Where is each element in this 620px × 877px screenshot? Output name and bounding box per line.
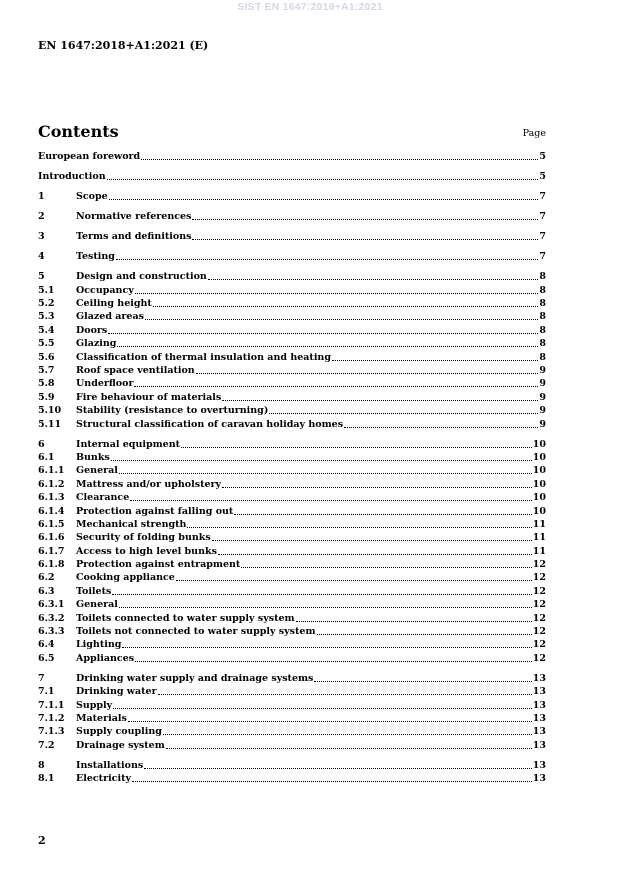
toc-entry-page: 9: [539, 365, 546, 377]
toc-entry-page: 10: [532, 505, 546, 517]
toc-entry-number: 5.2: [38, 298, 55, 310]
toc-entry-title: Stability (resistance to overturning): [76, 405, 269, 417]
toc-entry-page: 11: [532, 532, 546, 544]
toc-entry-title: Electricity: [76, 773, 131, 785]
toc-entry-number: 6.1.2: [38, 478, 65, 490]
toc-entry-number: 4: [38, 251, 45, 263]
toc-entry-number: 5.4: [38, 324, 55, 336]
toc-entry-page: 7: [539, 211, 546, 223]
toc-entry-number: 6.5: [38, 652, 55, 664]
toc-entry-title: Underfloor: [76, 378, 134, 390]
toc-entry[interactable]: [38, 491, 546, 504]
dot-leader: [117, 346, 538, 347]
toc-entry[interactable]: [38, 190, 546, 203]
dot-leader: [176, 580, 532, 581]
toc-entry-number: 6.1.4: [38, 505, 65, 517]
toc-entry-title: Scope: [76, 191, 108, 203]
toc-entry[interactable]: [38, 738, 546, 751]
toc-entry-title: Mattress and/or upholstery: [76, 478, 222, 490]
toc-entry-title: Protection against entrapment: [76, 559, 241, 571]
toc-entry-number: 7.1.3: [38, 726, 65, 738]
toc-entry-title: Clearance: [76, 492, 130, 504]
toc-entry-page: 7: [539, 231, 546, 243]
toc-entry[interactable]: [38, 685, 546, 698]
toc-entry-number: 6.4: [38, 639, 55, 651]
toc-entry-page: 13: [532, 726, 546, 738]
toc-entry-number: 5.7: [38, 365, 55, 377]
toc-entry[interactable]: [38, 364, 546, 377]
page-title: Contents: [38, 122, 119, 141]
toc-entry[interactable]: [38, 310, 546, 323]
toc-entry-number: 7: [38, 672, 45, 684]
toc-entry-number: 7.1: [38, 686, 55, 698]
dot-leader: [135, 293, 539, 294]
dot-leader: [116, 259, 538, 260]
toc-entry[interactable]: [38, 772, 546, 785]
toc-entry-page: 13: [532, 773, 546, 785]
document-id: EN 1647:2018+A1:2021 (E): [38, 39, 209, 52]
toc-entry-title: Bunks: [76, 451, 110, 463]
toc-entry-title: Drainage system: [76, 739, 165, 751]
toc-entry-number: 7.2: [38, 739, 55, 751]
dot-leader: [107, 179, 539, 180]
toc-entry-number: 7.1.1: [38, 699, 65, 711]
toc-entry-page: 13: [532, 712, 546, 724]
toc-entry-page: 12: [532, 612, 546, 624]
toc-entry-number: 5.10: [38, 405, 62, 417]
toc-entry[interactable]: [38, 638, 546, 651]
toc-entry[interactable]: [38, 230, 546, 243]
toc-entry-page: 12: [532, 626, 546, 638]
dot-leader: [163, 734, 532, 735]
toc-entry[interactable]: [38, 437, 546, 450]
toc-entry-page: 10: [532, 451, 546, 463]
toc-entry-page: 10: [532, 438, 546, 450]
toc-entry-page: 5: [539, 171, 546, 183]
toc-entry-page: 9: [539, 391, 546, 403]
toc-entry-page: 12: [532, 652, 546, 664]
dot-leader: [119, 473, 532, 474]
dot-leader: [108, 333, 538, 334]
toc-entry-number: 6: [38, 438, 45, 450]
toc-entry-title: Classification of thermal insulation and heating: [76, 351, 331, 363]
toc-entry-title: Fire behaviour of materials: [76, 391, 222, 403]
toc-entry-page: 12: [532, 639, 546, 651]
toc-entry[interactable]: [38, 558, 546, 571]
toc-entry-number: 8: [38, 759, 45, 771]
toc-entry[interactable]: [38, 477, 546, 490]
dot-leader: [112, 594, 531, 595]
toc-entry[interactable]: [38, 531, 546, 544]
toc-entry-title: Occupancy: [76, 284, 134, 296]
toc-entry-page: 9: [539, 418, 546, 430]
toc-entry-page: 9: [539, 378, 546, 390]
toc-entry[interactable]: [38, 451, 546, 464]
toc-entry-title: Roof space ventilation: [76, 365, 195, 377]
toc-entry-page: 8: [539, 324, 546, 336]
toc-entry-page: 9: [539, 405, 546, 417]
toc-entry-page: 10: [532, 492, 546, 504]
toc-entry-number: 6.3.2: [38, 612, 65, 624]
toc-entry-title: Design and construction: [76, 271, 207, 283]
dot-leader: [314, 681, 531, 682]
toc-entry-number: 6.3.3: [38, 626, 65, 638]
dot-leader: [113, 708, 532, 709]
toc-entry-number: 6.1: [38, 451, 55, 463]
toc-entry-title: Drinking water supply and drainage systems: [76, 672, 314, 684]
dot-leader: [145, 319, 538, 320]
page-column-label: Page: [522, 128, 546, 139]
toc-entry[interactable]: [38, 598, 546, 611]
toc-entry-page: 10: [532, 465, 546, 477]
toc-entry-page: 13: [532, 672, 546, 684]
dot-leader: [222, 400, 538, 401]
toc-entry-page: 8: [539, 311, 546, 323]
dot-leader: [192, 239, 538, 240]
toc-entry-number: 2: [38, 211, 45, 223]
toc-entry-page: 8: [539, 338, 546, 350]
dot-leader: [141, 159, 538, 160]
dot-leader: [153, 306, 539, 307]
toc-entry-title: Protection against falling out: [76, 505, 234, 517]
dot-leader: [208, 279, 539, 280]
toc-entry-page: 7: [539, 191, 546, 203]
toc-entry[interactable]: [38, 283, 546, 296]
toc-entry-title: General: [76, 465, 118, 477]
dot-leader: [166, 748, 532, 749]
toc-entry-page: 13: [532, 686, 546, 698]
dot-leader: [119, 607, 532, 608]
dot-leader: [134, 386, 538, 387]
toc-entry-number: 5.1: [38, 284, 55, 296]
dot-leader: [212, 540, 532, 541]
toc-entry[interactable]: [38, 712, 546, 725]
toc-entry-title: European foreword: [38, 151, 141, 163]
toc-entry[interactable]: [38, 584, 546, 597]
toc-entry-title: Toilets: [76, 585, 112, 597]
toc-entry[interactable]: [38, 337, 546, 350]
toc-entry[interactable]: [38, 270, 546, 283]
dot-leader: [122, 647, 531, 648]
toc-entry[interactable]: [38, 170, 546, 183]
toc-entry[interactable]: [38, 698, 546, 711]
dot-leader: [196, 373, 539, 374]
toc-entry[interactable]: [38, 150, 546, 163]
toc-entry-title: Doors: [76, 324, 108, 336]
toc-entry-title: General: [76, 599, 118, 611]
toc-entry-title: Toilets connected to water supply system: [76, 612, 295, 624]
toc-entry-page: 13: [532, 739, 546, 751]
toc-entry[interactable]: [38, 625, 546, 638]
toc-entry-page: 5: [539, 151, 546, 163]
dot-leader: [317, 634, 532, 635]
toc-entry-page: 12: [532, 585, 546, 597]
dot-leader: [296, 621, 532, 622]
dot-leader: [181, 447, 532, 448]
toc-entry-number: 6.2: [38, 572, 55, 584]
toc-entry-page: 13: [532, 699, 546, 711]
toc-entry-title: Supply coupling: [76, 726, 162, 738]
toc-entry-page: 7: [539, 251, 546, 263]
toc-entry-page: 13: [532, 759, 546, 771]
toc-entry-title: Security of folding bunks: [76, 532, 211, 544]
toc-entry-title: Introduction: [38, 171, 106, 183]
toc-entry-number: 6.1.5: [38, 518, 65, 530]
toc-entry-number: 6.1.7: [38, 545, 65, 557]
dot-leader: [241, 567, 531, 568]
dot-leader: [269, 413, 538, 414]
toc-entry-page: 8: [539, 271, 546, 283]
toc-entry-number: 5: [38, 271, 45, 283]
dot-leader: [234, 514, 531, 515]
dot-leader: [158, 694, 532, 695]
dot-leader: [222, 487, 532, 488]
toc-entry[interactable]: [38, 417, 546, 430]
toc-entry-title: Access to high level bunks: [76, 545, 217, 557]
toc-entry-title: Structural classification of caravan holiday homes: [76, 418, 344, 430]
toc-entry-title: Installations: [76, 759, 144, 771]
toc-entry[interactable]: [38, 350, 546, 363]
toc-entry-page: 8: [539, 298, 546, 310]
toc-entry[interactable]: [38, 297, 546, 310]
toc-entry[interactable]: [38, 544, 546, 557]
toc-entry[interactable]: [38, 671, 546, 684]
toc-entry[interactable]: [38, 464, 546, 477]
dot-leader: [192, 219, 538, 220]
toc-entry-page: 10: [532, 478, 546, 490]
toc-entry-number: 6.3.1: [38, 599, 65, 611]
toc-entry-title: Internal equipment: [76, 438, 181, 450]
toc-entry-page: 12: [532, 559, 546, 571]
dot-leader: [187, 527, 531, 528]
toc-entry-page: 8: [539, 284, 546, 296]
toc-entry[interactable]: [38, 611, 546, 624]
toc-entry-number: 5.9: [38, 391, 55, 403]
toc-entry-number: 1: [38, 191, 45, 203]
toc-entry-number: 8.1: [38, 773, 55, 785]
watermark: SIST EN 1647:2019+A1:2021: [237, 1, 383, 13]
table-of-contents: [38, 150, 546, 785]
toc-entry-title: Normative references: [76, 211, 192, 223]
toc-entry-page: 8: [539, 351, 546, 363]
dot-leader: [111, 460, 532, 461]
toc-entry-title: Testing: [76, 251, 115, 263]
toc-entry-title: Terms and definitions: [76, 231, 192, 243]
toc-entry[interactable]: [38, 323, 546, 336]
toc-entry-title: Glazed areas: [76, 311, 144, 323]
dot-leader: [132, 781, 532, 782]
toc-entry-title: Toilets not connected to water supply system: [76, 626, 316, 638]
toc-entry[interactable]: [38, 758, 546, 771]
toc-entry[interactable]: [38, 404, 546, 417]
toc-entry-page: 12: [532, 572, 546, 584]
toc-entry-title: Mechanical strength: [76, 518, 187, 530]
toc-entry-number: 5.8: [38, 378, 55, 390]
toc-entry-number: 6.1.1: [38, 465, 65, 477]
toc-entry-title: Drinking water: [76, 686, 157, 698]
toc-entry-title: Cooking appliance: [76, 572, 175, 584]
toc-entry[interactable]: [38, 210, 546, 223]
toc-entry-page: 11: [532, 545, 546, 557]
toc-entry[interactable]: [38, 390, 546, 403]
toc-entry-number: 6.1.6: [38, 532, 65, 544]
toc-entry-title: Appliances: [76, 652, 135, 664]
toc-entry-number: 5.5: [38, 338, 55, 350]
page-number: 2: [38, 834, 46, 847]
toc-entry-number: 6.1.8: [38, 559, 65, 571]
dot-leader: [332, 360, 538, 361]
toc-entry-title: Glazing: [76, 338, 117, 350]
toc-entry[interactable]: [38, 377, 546, 390]
toc-entry-number: 3: [38, 231, 45, 243]
dot-leader: [218, 554, 532, 555]
toc-entry-number: 5.11: [38, 418, 62, 430]
toc-entry[interactable]: [38, 518, 546, 531]
toc-entry-page: 11: [532, 518, 546, 530]
dot-leader: [135, 661, 532, 662]
toc-entry-title: Materials: [76, 712, 127, 724]
toc-entry-page: 12: [532, 599, 546, 611]
toc-entry[interactable]: [38, 250, 546, 263]
toc-entry-title: Ceiling height: [76, 298, 152, 310]
toc-entry[interactable]: [38, 571, 546, 584]
toc-entry-title: Supply: [76, 699, 113, 711]
toc-entry-number: 5.3: [38, 311, 55, 323]
toc-entry[interactable]: [38, 651, 546, 664]
toc-entry-number: 7.1.2: [38, 712, 65, 724]
dot-leader: [128, 721, 532, 722]
toc-entry[interactable]: [38, 725, 546, 738]
dot-leader: [109, 199, 539, 200]
toc-entry[interactable]: [38, 504, 546, 517]
dot-leader: [144, 768, 532, 769]
toc-entry-number: 5.6: [38, 351, 55, 363]
toc-entry-number: 6.1.3: [38, 492, 65, 504]
toc-entry-number: 6.3: [38, 585, 55, 597]
dot-leader: [130, 500, 531, 501]
dot-leader: [344, 427, 538, 428]
toc-entry-title: Lighting: [76, 639, 122, 651]
